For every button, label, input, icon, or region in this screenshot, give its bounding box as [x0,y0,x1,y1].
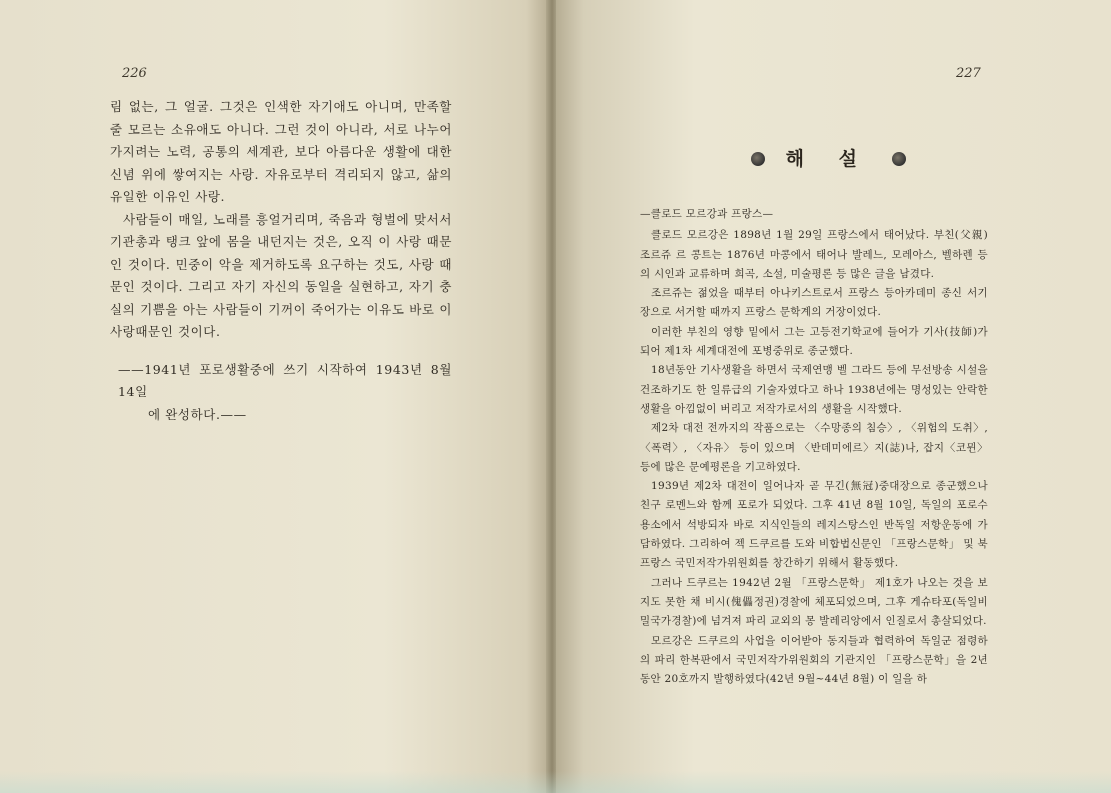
right-paragraph-7: 그러나 드쿠르는 1942년 2월 「프랑스문학」 제1호가 나오는 것을 보지도 못한 채 비시(傀儡정권)경찰에 체포되었으며, 그후 게슈타포(독일비밀국가경찰)에 넘겨져 파리 교외의 몽 발레리앙에서 인질로서 총살되었다. [640,576,988,628]
right-paragraph-6: 1939년 제2차 대전이 일어나자 곧 무긴(無冠)중대장으로 종군했으나 친구 로멘느와 함께 포로가 되었다. 그후 41년 8월 10일, 독일의 포로수용소에서 석방되자 바로 지식인들의 레지스탕스인 반독일 저항운동에 가담하였다. 그리하여 젝 드쿠르를 도와 비합법신문인 「프랑스문학」 및 북프랑스 국민저작가위원회를 창간하기 위해서 활동했다. [640,480,988,570]
page-number-left: 226 [122,66,147,81]
right-paragraph-8: 모르강은 드쿠르의 사업을 이어받아 동지들과 협력하여 독일군 점령하의 파리 한복판에서 국민저작가위원회의 기관지인 「프랑스문학」을 2년동안 20호까지 발행하였다(42년 9월~44년 8월) 이 일을 하 [640,634,988,686]
page-number-right: 227 [956,66,981,81]
ornament-bullet-icon [751,152,765,166]
page-bottom-shadow [0,771,1111,793]
subheading: —클로드 모르강과 프랑스— [640,208,774,220]
right-paragraph-3: 이러한 부친의 영향 밑에서 그는 고등전기학교에 들어가 기사(技師)가 되어 제1차 세계대전에 포병중위로 종군했다. [640,325,988,358]
right-page-body [640,205,988,689]
dateline [110,359,452,427]
right-paragraph-1: 클로드 모르강은 1898년 1월 29일 프랑스에서 태어났다. 부친(父親)조르쥬 르 콩트는 1876년 마콩에서 태어나 발레느, 모레아스, 벨하렌 등의 시인과 교류하며 희곡, 소설, 미술평론 등 많은 글을 남겼다. [640,229,988,280]
dateline-line-1: ——1941년 포로생활중에 쓰기 시작하여 1943년 8월 14일 [118,361,452,399]
left-page-body [110,96,452,426]
left-paragraph-2: 사람들이 매일, 노래를 흥얼거리며, 죽음과 형벌에 맞서서 기관총과 탱크 앞에 몸을 내던지는 것은, 오직 이 사랑 때문인 것이다. 민중이 악을 제거하도록 요구하는 것도, 사랑 때문인 것이다. 그리고 자기 자신의 동일을 실현하고, 자기 충실의 기쁨을 아는 사람들이 기꺼이 죽어가는 이유도 바로 이 사랑때문인 것이다. [110,211,452,339]
right-paragraph-2: 조르쥬는 젊었을 때부터 아나키스트로서 프랑스 등아카데미 종신 서기장으로 서거할 때까지 프랑스 문학계의 거장이었다. [640,287,988,319]
ornament-bullet-icon [892,152,906,166]
section-heading [751,144,906,171]
heading-text: 해 설 [785,148,871,170]
dateline-line-2: 에 완성하다.—— [148,406,247,422]
right-paragraph-4: 18년동안 기사생활을 하면서 국제연맹 벨 그라드 등에 무선방송 시설을 건조하기도 한 일류급의 기술자였다고 하나 1938년에는 명성있는 안락한 생활을 아낌없이 버리고 저작가로서의 생활을 시작했다. [640,364,988,415]
right-paragraph-5: 제2차 대전 전까지의 작품으로는 〈수망종의 침승〉, 〈위험의 도취〉, 〈폭력〉, 〈자유〉 등이 있으며 〈반데미에르〉지(誌)나, 잡지〈코뮌〉등에 많은 문예평론을 기고하였다. [640,422,988,473]
right-page [556,0,1111,793]
left-page [0,0,548,793]
left-paragraph-1: 림 없는, 그 얼굴. 그것은 인색한 자기애도 아니며, 만족할 줄 모르는 소유애도 아니다. 그런 것이 아니라, 서로 나누어 가지려는 노력, 공통의 세계관, 보다 아름다운 생활에 대한 신념 위에 쌓여지는 사랑. 자유로부터 격리되지 않고, 삶의 유일한 이유인 사랑. [110,99,452,204]
